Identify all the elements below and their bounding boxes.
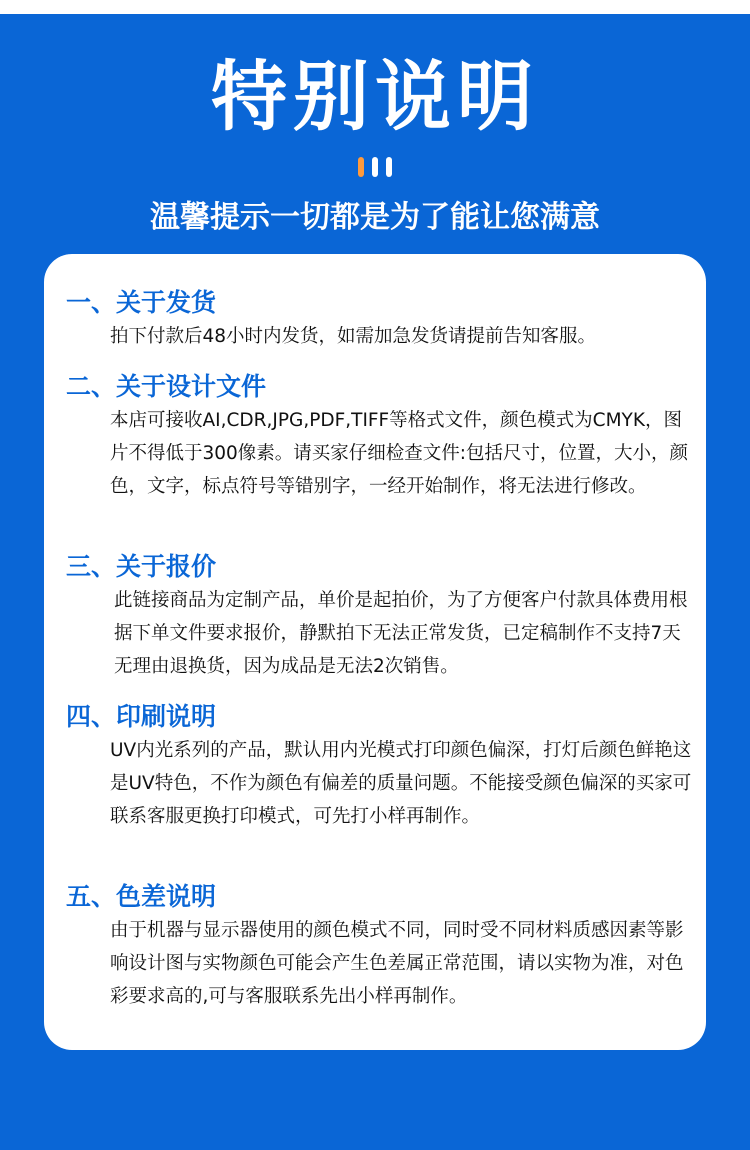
- section-title: 一、关于发货: [66, 288, 217, 317]
- section-pricing: [66, 552, 696, 683]
- section-color-difference: [66, 882, 696, 1013]
- section-design-files: [66, 372, 696, 503]
- section-body: UV内光系列的产品，默认用内光模式打印颜色偏深，打灯后颜色鲜艳这是UV特色，不作为颜色有偏差的质量问题。不能接受颜色偏深的买家可联系客服更换打印模式，可先打小样再制作。: [110, 740, 692, 827]
- section-body: 由于机器与显示器使用的颜色模式不同，同时受不同材料质感因素等影响设计图与实物颜色可能会产生色差属正常范围，请以实物为准，对色彩要求高的,可与客服联系先出小样再制作。: [110, 920, 684, 1007]
- subtitle: 温馨提示一切都是为了能让您满意: [150, 200, 600, 235]
- divider-dot: [358, 157, 364, 177]
- page-title: 特别说明: [211, 52, 539, 141]
- section-title: 四、印刷说明: [66, 702, 217, 731]
- section-body: 拍下付款后48小时内发货，如需加急发货请提前告知客服。: [110, 326, 597, 347]
- section-shipping: [66, 288, 696, 353]
- section-title: 三、关于报价: [66, 552, 217, 581]
- divider-dot: [372, 157, 378, 177]
- section-title: 五、色差说明: [66, 882, 217, 911]
- section-printing: [66, 702, 696, 833]
- section-title: 二、关于设计文件: [66, 372, 267, 401]
- divider-dots: [0, 157, 750, 177]
- section-body: 本店可接收AI,CDR,JPG,PDF,TIFF等格式文件，颜色模式为CMYK，图片不得低于300像素。请买家仔细检查文件:包括尺寸，位置，大小，颜色，文字，标点符号等错别字，一经开始制作，将无法进行修改。: [110, 410, 689, 497]
- section-body: 此链接商品为定制产品，单价是起拍价，为了方便客户付款具体费用根据下单文件要求报价，静默拍下无法正常发货，已定稿制作不支持7天无理由退换货，因为成品是无法2次销售。: [114, 590, 688, 677]
- divider-dot: [386, 157, 392, 177]
- notice-card: [44, 254, 706, 1050]
